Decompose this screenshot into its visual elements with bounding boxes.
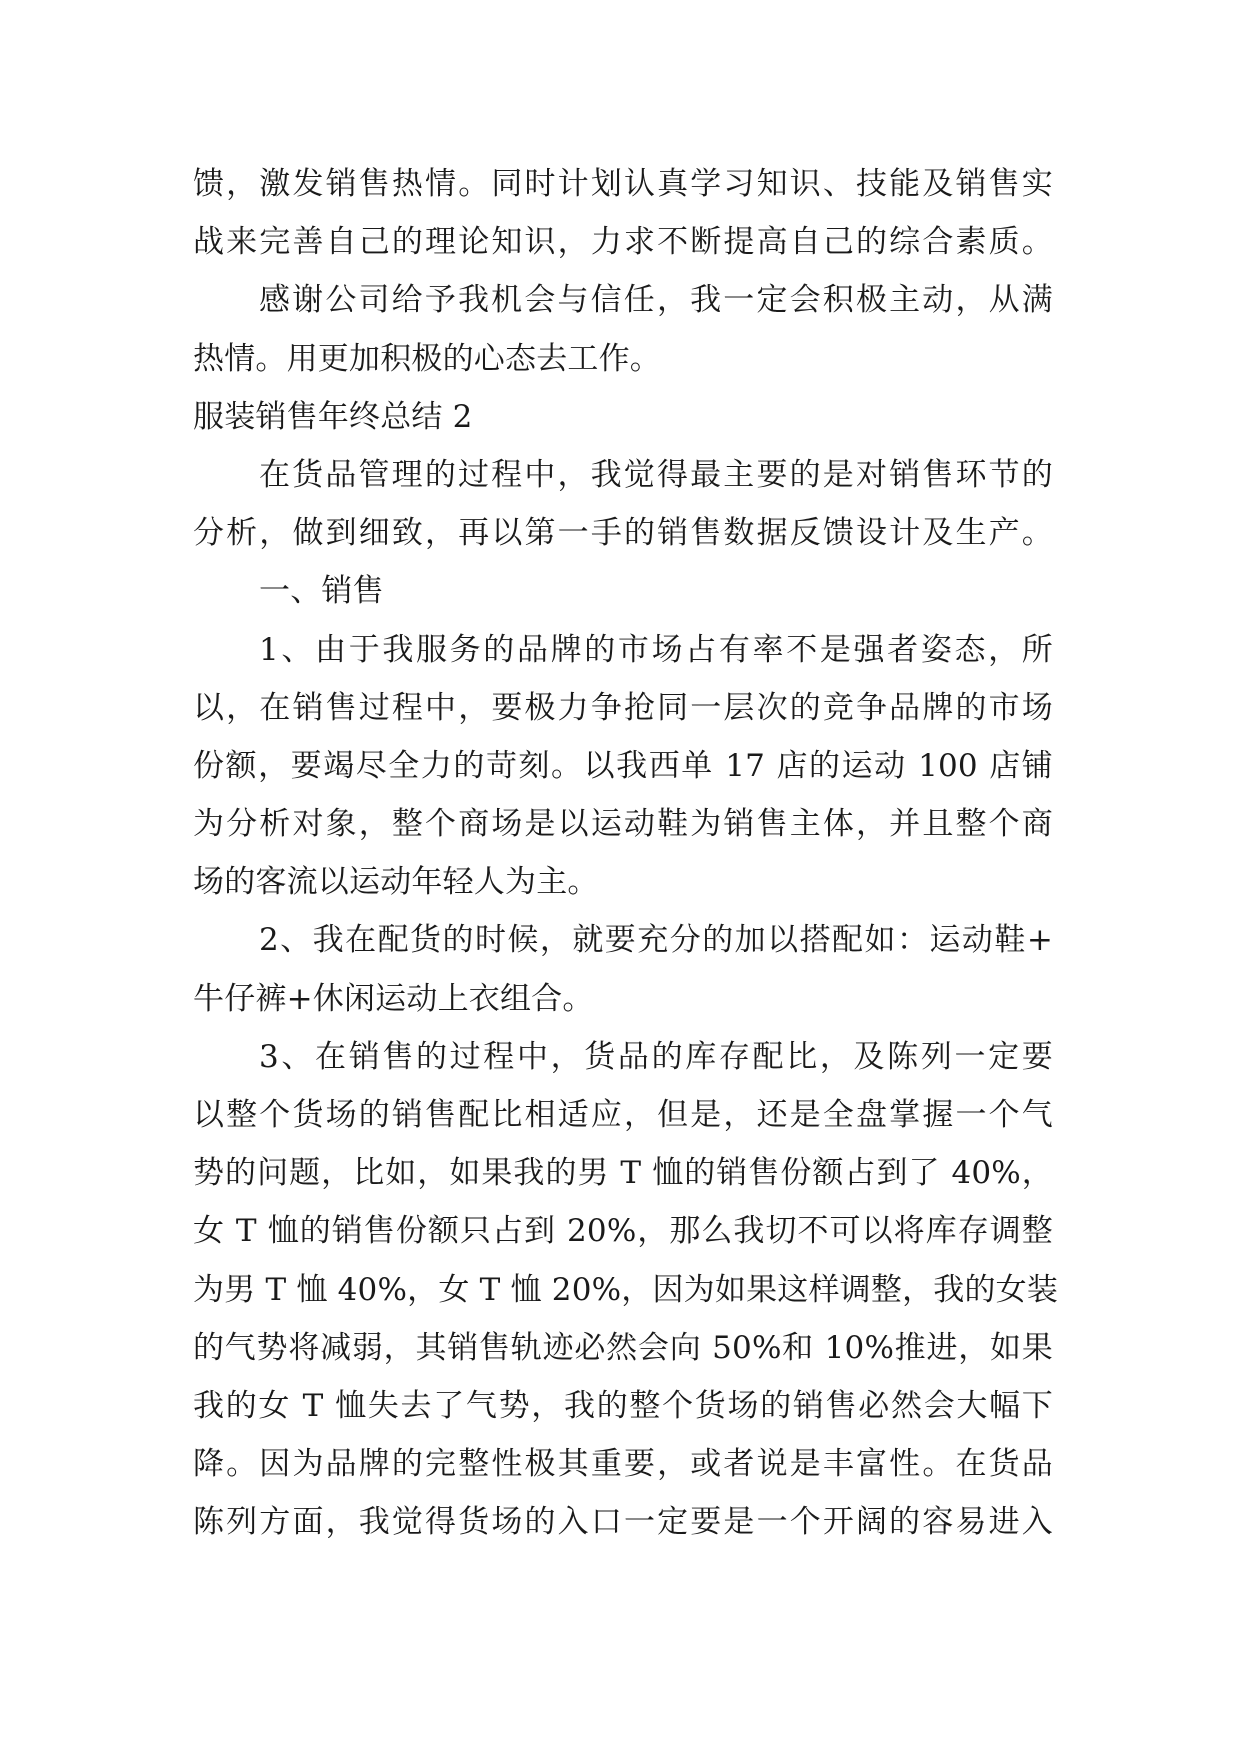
section-heading: 服装销售年终总结 2	[193, 398, 473, 435]
paragraph-line: 陈列方面，我觉得货场的入口一定要是一个开阔的容易进入	[193, 1504, 1053, 1541]
paragraph-line: 场的客流以运动年轻人为主。	[193, 864, 599, 901]
paragraph-line: 为男 T 恤 40%，女 T 恤 20%，因为如果这样调整，我的女装	[193, 1271, 1059, 1308]
paragraph-line: 分析，做到细致，再以第一手的销售数据反馈设计及生产。	[193, 515, 1053, 552]
paragraph-line: 战来完善自己的理论知识，力求不断提高自己的综合素质。	[193, 224, 1053, 261]
paragraph-line: 势的问题，比如，如果我的男 T 恤的销售份额占到了 40%，	[193, 1155, 1053, 1192]
paragraph-line: 热情。用更加积极的心态去工作。	[193, 340, 661, 377]
paragraph-line: 降。因为品牌的完整性极其重要，或者说是丰富性。在货品	[193, 1446, 1053, 1483]
paragraph-line: 我的女 T 恤失去了气势，我的整个货场的销售必然会大幅下	[193, 1387, 1053, 1424]
paragraph-line: 牛仔裤+休闲运动上衣组合。	[193, 980, 594, 1017]
paragraph-line: 在货品管理的过程中，我觉得最主要的是对销售环节的	[259, 456, 1053, 493]
paragraph-line: 份额，要竭尽全力的苛刻。以我西单 17 店的运动 100 店铺	[193, 747, 1053, 784]
paragraph-line: 以，在销售过程中，要极力争抢同一层次的竞争品牌的市场	[193, 689, 1053, 726]
paragraph-line: 女 T 恤的销售份额只占到 20%，那么我切不可以将库存调整	[193, 1213, 1053, 1250]
paragraph-line: 感谢公司给予我机会与信任，我一定会积极主动，从满	[259, 282, 1053, 319]
paragraph-line: 馈，激发销售热情。同时计划认真学习知识、技能及销售实	[193, 166, 1053, 202]
subheading: 一、销售	[259, 573, 384, 610]
document-body	[193, 155, 1059, 1552]
paragraph-line: 为分析对象，整个商场是以运动鞋为销售主体，并且整个商	[193, 806, 1053, 843]
paragraph-line: 的气势将减弱，其销售轨迹必然会向 50%和 10%推进，如果	[193, 1329, 1053, 1366]
paragraph-line: 2、我在配货的时候，就要充分的加以搭配如：运动鞋+	[259, 922, 1053, 959]
paragraph-line: 以整个货场的销售配比相适应，但是，还是全盘掌握一个气	[193, 1097, 1053, 1133]
paragraph-line: 1、由于我服务的品牌的市场占有率不是强者姿态，所	[259, 631, 1053, 668]
paragraph-line: 3、在销售的过程中，货品的库存配比，及陈列一定要	[259, 1038, 1053, 1075]
